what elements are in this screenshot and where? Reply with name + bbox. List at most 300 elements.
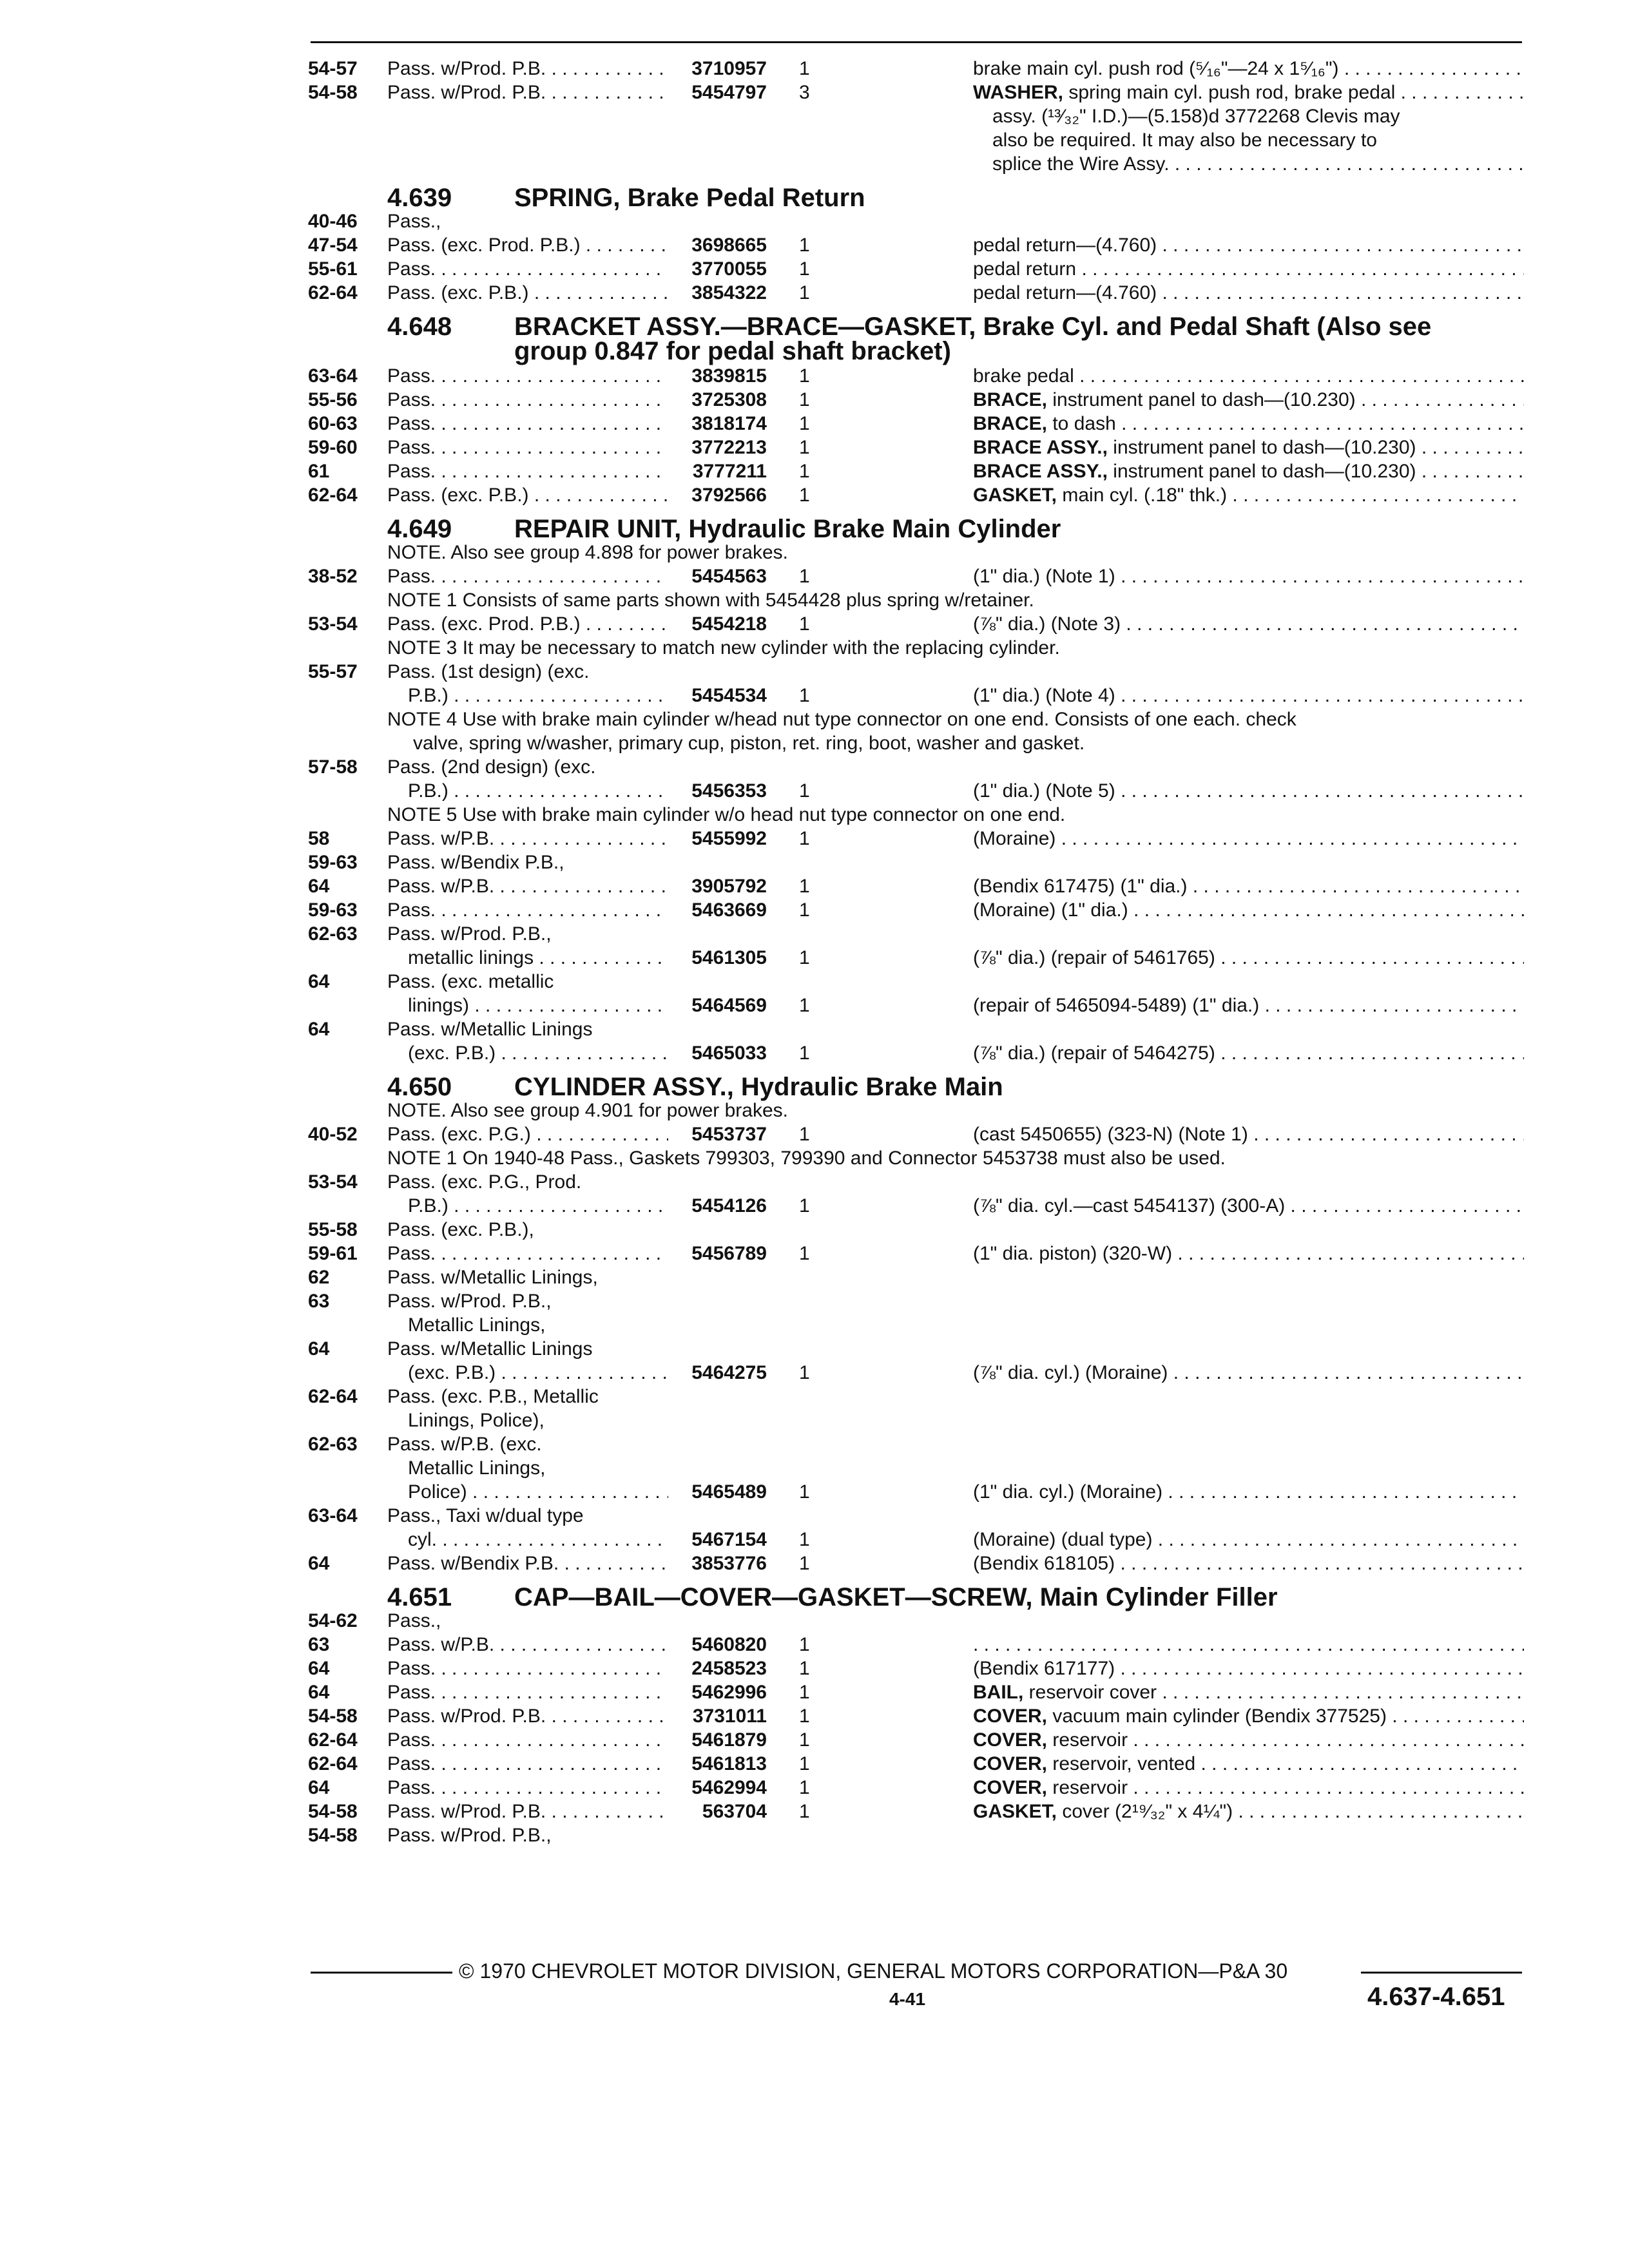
part-name: BRACE ASSY., [973, 461, 1108, 482]
part-remarks [973, 874, 1524, 898]
application: Pass. . . . [387, 1680, 668, 1704]
part-number: 5456353 [691, 780, 767, 802]
application-row [0, 1265, 1629, 1289]
part-name: WASHER, [973, 82, 1064, 103]
part-row [0, 612, 1629, 636]
note-line [0, 1146, 1629, 1170]
application-continued: cyl. . . . [408, 1528, 668, 1552]
quantity: 1 [799, 1777, 810, 1798]
footer-rule-left [311, 1972, 452, 1974]
part-number: 3710957 [691, 58, 767, 79]
part-number: 5460820 [691, 1634, 767, 1655]
application: Pass. w/Metallic Linings, [387, 1267, 598, 1288]
part-remarks [973, 1122, 1524, 1146]
application: Pass. . . . [387, 1657, 668, 1680]
application-row [0, 1385, 1629, 1408]
application: Pass. w/Prod. P.B. . . . [387, 1704, 668, 1728]
part-row [0, 436, 1629, 459]
part-number: 3698665 [691, 235, 767, 256]
part-remarks [973, 233, 1524, 257]
quantity: 1 [799, 876, 810, 897]
remark-text: reservoir, vented [1047, 1753, 1196, 1774]
part-row [0, 1041, 1629, 1065]
part-name: BRACE ASSY., [973, 437, 1108, 458]
quantity: 1 [799, 780, 810, 802]
remark-text: (cast 5450655) (323-N) (Note 1) [973, 1124, 1248, 1145]
part-number: 5454797 [691, 82, 767, 103]
quantity: 1 [799, 1729, 810, 1751]
application: Pass. (exc. P.G., Prod. [387, 1171, 582, 1193]
application-continued: metallic linings . . . [408, 946, 668, 970]
remark-text: (Bendix 618105) [973, 1553, 1115, 1574]
part-remarks [973, 57, 1524, 81]
application: Pass. . . . [387, 257, 668, 281]
quantity: 1 [799, 1801, 810, 1822]
model-years: 64 [308, 971, 330, 992]
part-remarks [973, 81, 1524, 104]
part-number: 3772213 [691, 437, 767, 458]
part-name: COVER, [973, 1753, 1048, 1774]
remark-text: spring main cyl. push rod, brake pedal [1063, 82, 1396, 103]
application: Pass. . . . [387, 364, 668, 388]
part-remarks [973, 564, 1524, 588]
part-remarks [973, 1704, 1524, 1728]
application: Pass. w/Prod. P.B. . . . [387, 81, 668, 104]
application-continued: linings) . . . [408, 994, 668, 1017]
part-row [0, 281, 1629, 305]
quantity: 1 [799, 995, 810, 1016]
group-heading [0, 334, 1629, 368]
part-row [0, 1657, 1629, 1680]
part-row [0, 898, 1629, 922]
model-years: 62 [308, 1267, 330, 1288]
part-name: BAIL, [973, 1682, 1024, 1703]
application: Pass. w/Prod. P.B., [387, 923, 552, 945]
application-continued: Metallic Linings, [408, 1457, 546, 1479]
remark-text: vacuum main cylinder (Bendix 377525) [1047, 1706, 1387, 1727]
model-years: 63-64 [308, 365, 358, 387]
application: Pass., Taxi w/dual type [387, 1505, 584, 1526]
part-number: 5454218 [691, 613, 767, 635]
application: Pass., [387, 1610, 441, 1631]
part-name: GASKET, [973, 1801, 1057, 1822]
quantity: 1 [799, 437, 810, 458]
part-row [0, 57, 1629, 81]
part-remarks: (⅞" dia.) (repair of 5461765) . . . [973, 946, 1524, 970]
group-title: CAP—BAIL—COVER—GASKET—SCREW, Main Cylinder Filler [514, 1583, 1278, 1611]
application-row [0, 1017, 1629, 1041]
group-title: group 0.847 for pedal shaft bracket) [514, 337, 951, 365]
part-number: 5462996 [691, 1682, 767, 1703]
part-name: GASKET, [973, 485, 1057, 506]
part-number: 3777211 [692, 461, 767, 482]
part-number: 2458523 [691, 1658, 767, 1679]
part-row [0, 1704, 1629, 1728]
application: Pass., [387, 211, 441, 232]
model-years: 53-54 [308, 1171, 358, 1193]
remark-text: (Bendix 617177) [973, 1658, 1115, 1679]
part-number: 3905792 [691, 876, 767, 897]
part-remarks [973, 1633, 1524, 1657]
part-row [0, 779, 1629, 803]
quantity: 1 [799, 235, 810, 256]
application: Pass. . . . [387, 388, 668, 412]
quantity: 1 [799, 1553, 810, 1574]
part-number: 5461879 [691, 1729, 767, 1751]
part-remarks: (⅞" dia.) (repair of 5464275) . . . [973, 1041, 1524, 1065]
model-years: 63 [308, 1634, 330, 1655]
remark-text: reservoir [1047, 1777, 1128, 1798]
remark-text: pedal return—(4.760) [973, 235, 1157, 256]
model-years: 54-58 [308, 1706, 358, 1727]
quantity: 3 [799, 82, 810, 103]
part-remarks: (Moraine) (dual type) . . . [973, 1528, 1524, 1552]
remark-text: cover (2¹⁹⁄₃₂" x 4¼") [1057, 1801, 1233, 1822]
application: Pass. (exc. Prod. P.B.) . . . [387, 233, 668, 257]
part-remarks [973, 1242, 1524, 1265]
application-continued: (exc. P.B.) . . . [408, 1361, 668, 1385]
group-title: REPAIR UNIT, Hydraulic Brake Main Cylinder [514, 515, 1061, 543]
part-remarks [973, 257, 1524, 281]
part-number: 3770055 [691, 258, 767, 280]
part-number: 5464569 [691, 995, 767, 1016]
part-number: 5461305 [691, 947, 767, 968]
note-text: NOTE 1 Consists of same parts shown with 5454428 plus spring w/retainer. [387, 590, 1034, 611]
application: Pass. w/P.B. . . . [387, 1633, 668, 1657]
part-number: 3854322 [691, 282, 767, 303]
note-text: NOTE 4 Use with brake main cylinder w/head nut type connector on one end. Consists of one each. check [387, 709, 1296, 730]
note-line [0, 541, 1629, 564]
quantity: 1 [799, 947, 810, 968]
application-row [0, 1504, 1629, 1528]
part-number: 5462994 [691, 1777, 767, 1798]
application-continued: Linings, Police), [408, 1410, 545, 1431]
application-row [0, 1456, 1629, 1480]
application-row [0, 1408, 1629, 1432]
part-row [0, 994, 1629, 1017]
part-row [0, 684, 1629, 707]
application: Pass. w/Prod. P.B., [387, 1291, 552, 1312]
quantity: 1 [799, 365, 810, 387]
model-years: 54-58 [308, 1825, 358, 1846]
note-line [0, 803, 1629, 827]
application: Pass. . . . [387, 1728, 668, 1752]
group-number: 4.651 [387, 1583, 452, 1611]
part-remarks [973, 1752, 1524, 1776]
model-years: 60-63 [308, 413, 358, 434]
model-years: 64 [308, 1658, 330, 1679]
part-remarks: (1" dia.) (Note 5) . . . [973, 779, 1524, 803]
model-years: 64 [308, 876, 330, 897]
part-row [0, 1680, 1629, 1704]
application: Pass. (exc. Prod. P.B.) . . . [387, 612, 668, 636]
application: Pass. (1st design) (exc. [387, 661, 590, 682]
remark-text: (1" dia.) (Note 1) [973, 566, 1115, 587]
part-row [0, 874, 1629, 898]
model-years: 55-56 [308, 389, 358, 410]
remark-text: reservoir cover [1023, 1682, 1157, 1703]
model-years: 47-54 [308, 235, 358, 256]
part-remarks [973, 388, 1524, 412]
application: Pass. . . . [387, 1242, 668, 1265]
part-row [0, 388, 1629, 412]
quantity: 1 [799, 1682, 810, 1703]
part-number: 5467154 [691, 1529, 767, 1550]
model-years: 40-46 [308, 211, 358, 232]
part-row [0, 1194, 1629, 1218]
part-row [0, 1528, 1629, 1552]
model-years: 62-64 [308, 485, 358, 506]
application: Pass. w/P.B. (exc. [387, 1434, 542, 1455]
part-number: 5454126 [691, 1195, 767, 1216]
part-row [0, 412, 1629, 436]
part-number: 5463669 [691, 899, 767, 921]
application-continued: P.B.) . . . [408, 684, 668, 707]
part-remarks [973, 827, 1524, 850]
copyright-line: © 1970 CHEVROLET MOTOR DIVISION, GENERAL MOTORS CORPORATION—P&A 30 [459, 1959, 1288, 1983]
application-row [0, 1432, 1629, 1456]
part-row [0, 1728, 1629, 1752]
application-row [0, 1823, 1629, 1847]
remark-text: (1" dia. piston) (320-W) [973, 1243, 1173, 1264]
quantity: 1 [799, 1043, 810, 1064]
application: Pass. w/Metallic Linings [387, 1338, 593, 1360]
model-years: 55-58 [308, 1219, 358, 1240]
quantity: 1 [799, 1195, 810, 1216]
model-years: 61 [308, 461, 330, 482]
part-row [0, 1242, 1629, 1265]
model-years: 64 [308, 1777, 330, 1798]
model-years: 62-64 [308, 1386, 358, 1407]
application: Pass. w/Prod. P.B. . . . [387, 1800, 668, 1823]
group-title: CYLINDER ASSY., Hydraulic Brake Main [514, 1073, 1003, 1101]
application-row [0, 1218, 1629, 1242]
footer-rule-right [1361, 1972, 1522, 1974]
group-title: BRACKET ASSY.—BRACE—GASKET, Brake Cyl. and Pedal Shaft (Also see [514, 312, 1432, 341]
application-row [0, 1609, 1629, 1633]
application: Pass. (exc. P.B.) . . . [387, 281, 668, 305]
part-remarks [973, 1776, 1524, 1800]
model-years: 62-64 [308, 282, 358, 303]
part-row [0, 364, 1629, 388]
part-row [0, 1752, 1629, 1776]
model-years: 54-58 [308, 1801, 358, 1822]
quantity: 1 [799, 1124, 810, 1145]
part-remarks [973, 364, 1524, 388]
model-years: 64 [308, 1019, 330, 1040]
part-row [0, 1633, 1629, 1657]
application-row [0, 1289, 1629, 1313]
remark-text: (Moraine) (1" dia.) [973, 899, 1128, 921]
quantity: 1 [799, 413, 810, 434]
application: Pass. (exc. P.B.), [387, 1219, 534, 1240]
application: Pass. w/Bendix P.B., [387, 852, 564, 873]
remark-text: assy. (¹³⁄₃₂" I.D.)—(5.158)d 3772268 Clevis may [992, 106, 1400, 127]
quantity: 1 [799, 1243, 810, 1264]
application-continued: P.B.) . . . [408, 779, 668, 803]
part-remarks: (1" dia. cyl.) (Moraine) . . . [973, 1480, 1524, 1504]
remark-text: (Moraine) [973, 828, 1056, 849]
part-row [0, 81, 1629, 104]
group-number: 4.650 [387, 1073, 452, 1101]
group-number: 4.648 [387, 312, 452, 341]
model-years: 54-57 [308, 58, 358, 79]
part-row [0, 257, 1629, 281]
part-number: 3725308 [691, 389, 767, 410]
application: Pass. . . . [387, 1776, 668, 1800]
model-years: 53-54 [308, 613, 358, 635]
application: Pass. (exc. P.B.) . . . [387, 483, 668, 507]
model-years: 62-63 [308, 1434, 358, 1455]
model-years: 40-52 [308, 1124, 358, 1145]
remarks-continued [0, 104, 1629, 128]
remark-text: brake main cyl. push rod (⁵⁄₁₆"—24 x 1⁵⁄₁₆") [973, 58, 1339, 79]
application: Pass. . . . [387, 564, 668, 588]
group-number: 4.639 [387, 184, 452, 212]
part-remarks: (repair of 5465094-5489) (1" dia.) . . . [973, 994, 1524, 1017]
quantity: 1 [799, 1706, 810, 1727]
part-number: 5455992 [691, 828, 767, 849]
part-row [0, 1800, 1629, 1823]
remark-text: instrument panel to dash—(10.230) [1047, 389, 1356, 410]
note-line [0, 636, 1629, 660]
note-line [0, 707, 1629, 731]
remarks-continued [0, 128, 1629, 152]
remark-text: pedal return—(4.760) [973, 282, 1157, 303]
application-row [0, 1313, 1629, 1337]
part-remarks [973, 1728, 1524, 1752]
application: Pass. . . . [387, 1752, 668, 1776]
application-row [0, 1337, 1629, 1361]
model-years: 54-62 [308, 1610, 358, 1631]
application: Pass. (exc. P.B., Metallic [387, 1386, 599, 1407]
remark-text: reservoir [1047, 1729, 1128, 1751]
application-row [0, 660, 1629, 684]
quantity: 1 [799, 613, 810, 635]
page-number: 4-41 [889, 1989, 926, 2009]
note-text: NOTE. Also see group 4.898 for power brakes. [387, 542, 788, 563]
note-line [0, 588, 1629, 612]
note-text: NOTE 5 Use with brake main cylinder w/o head nut type connector on one end. [387, 804, 1066, 825]
application-row [0, 922, 1629, 946]
application: Pass. . . . [387, 412, 668, 436]
part-number: 3818174 [691, 413, 767, 434]
part-number: 5464275 [691, 1362, 767, 1383]
part-row [0, 1122, 1629, 1146]
part-remarks: (⅞" dia. cyl.—cast 5454137) (300-A) . . . [973, 1194, 1524, 1218]
model-years: 64 [308, 1682, 330, 1703]
part-row [0, 233, 1629, 257]
part-remarks [973, 281, 1524, 305]
application: Pass. (2nd design) (exc. [387, 756, 596, 778]
remark-text: splice the Wire Assy. . . . [992, 152, 1524, 176]
part-remarks [973, 1800, 1524, 1823]
part-remarks [973, 1680, 1524, 1704]
part-number: 5454563 [691, 566, 767, 587]
part-name: COVER, [973, 1777, 1048, 1798]
quantity: 1 [799, 828, 810, 849]
part-remarks [973, 1657, 1524, 1680]
group-range: 4.637-4.651 [1367, 1983, 1505, 2011]
model-years: 58 [308, 828, 330, 849]
part-name: COVER, [973, 1729, 1048, 1751]
part-number: 5465489 [691, 1481, 767, 1503]
model-years: 63-64 [308, 1505, 358, 1526]
application: Pass. . . . [387, 459, 668, 483]
part-number: 3792566 [691, 485, 767, 506]
application-row [0, 209, 1629, 233]
note-text: NOTE 1 On 1940-48 Pass., Gaskets 799303, 799390 and Connector 5453738 must also be used. [387, 1148, 1226, 1169]
application: Pass. . . . [387, 436, 668, 459]
note-line [0, 1099, 1629, 1122]
note-text: NOTE. Also see group 4.901 for power brakes. [387, 1100, 788, 1121]
application-continued: Metallic Linings, [408, 1314, 546, 1336]
part-remarks [973, 898, 1524, 922]
quantity: 1 [799, 1658, 810, 1679]
quantity: 1 [799, 899, 810, 921]
quantity: 1 [799, 1362, 810, 1383]
quantity: 1 [799, 1753, 810, 1774]
note-text: NOTE 3 It may be necessary to match new cylinder with the replacing cylinder. [387, 637, 1060, 658]
note-text: valve, spring w/washer, primary cup, piston, ret. ring, boot, washer and gasket. [413, 733, 1085, 754]
part-remarks [973, 459, 1524, 483]
model-years: 59-60 [308, 437, 358, 458]
model-years: 63 [308, 1291, 330, 1312]
part-remarks: (1" dia.) (Note 4) . . . [973, 684, 1524, 707]
part-remarks: (⅞" dia. cyl.) (Moraine) . . . [973, 1361, 1524, 1385]
quantity: 1 [799, 1529, 810, 1550]
part-name: BRACE, [973, 413, 1048, 434]
part-remarks [973, 412, 1524, 436]
group-number: 4.649 [387, 515, 452, 543]
model-years: 62-63 [308, 923, 358, 945]
part-number: 3731011 [692, 1706, 767, 1727]
part-row [0, 483, 1629, 507]
quantity: 1 [799, 258, 810, 280]
model-years: 59-63 [308, 852, 358, 873]
application-row [0, 1170, 1629, 1194]
remark-text: instrument panel to dash—(10.230) . [1107, 461, 1427, 482]
quantity: 1 [799, 685, 810, 706]
application: Pass. (exc. metallic [387, 971, 554, 992]
quantity: 1 [799, 485, 810, 506]
part-row [0, 946, 1629, 970]
part-remarks [973, 612, 1524, 636]
model-years: 57-58 [308, 756, 358, 778]
remark-text: instrument panel to dash—(10.230) . [1107, 437, 1427, 458]
part-name: COVER, [973, 1706, 1048, 1727]
part-number: 3839815 [691, 365, 767, 387]
part-number: 563704 [702, 1801, 767, 1822]
remark-text: also be required. It may also be necessary to [992, 130, 1377, 151]
application-row [0, 970, 1629, 994]
part-row [0, 459, 1629, 483]
application: Pass. w/P.B. . . . [387, 827, 668, 850]
part-number: 5465033 [691, 1043, 767, 1064]
model-years: 55-61 [308, 258, 358, 280]
model-years: 38-52 [308, 566, 358, 587]
part-number: 5453737 [691, 1124, 767, 1145]
part-number: 5456789 [691, 1243, 767, 1264]
application: Pass. w/Prod. P.B., [387, 1825, 552, 1846]
quantity: 1 [799, 566, 810, 587]
application-row [0, 850, 1629, 874]
application: Pass. w/Prod. P.B. . . . [387, 57, 668, 81]
part-remarks [973, 483, 1524, 507]
remark-text: (⅞" dia.) (Note 3) [973, 613, 1121, 635]
part-row [0, 1361, 1629, 1385]
application: Pass. w/Bendix P.B. . . . [387, 1552, 668, 1575]
